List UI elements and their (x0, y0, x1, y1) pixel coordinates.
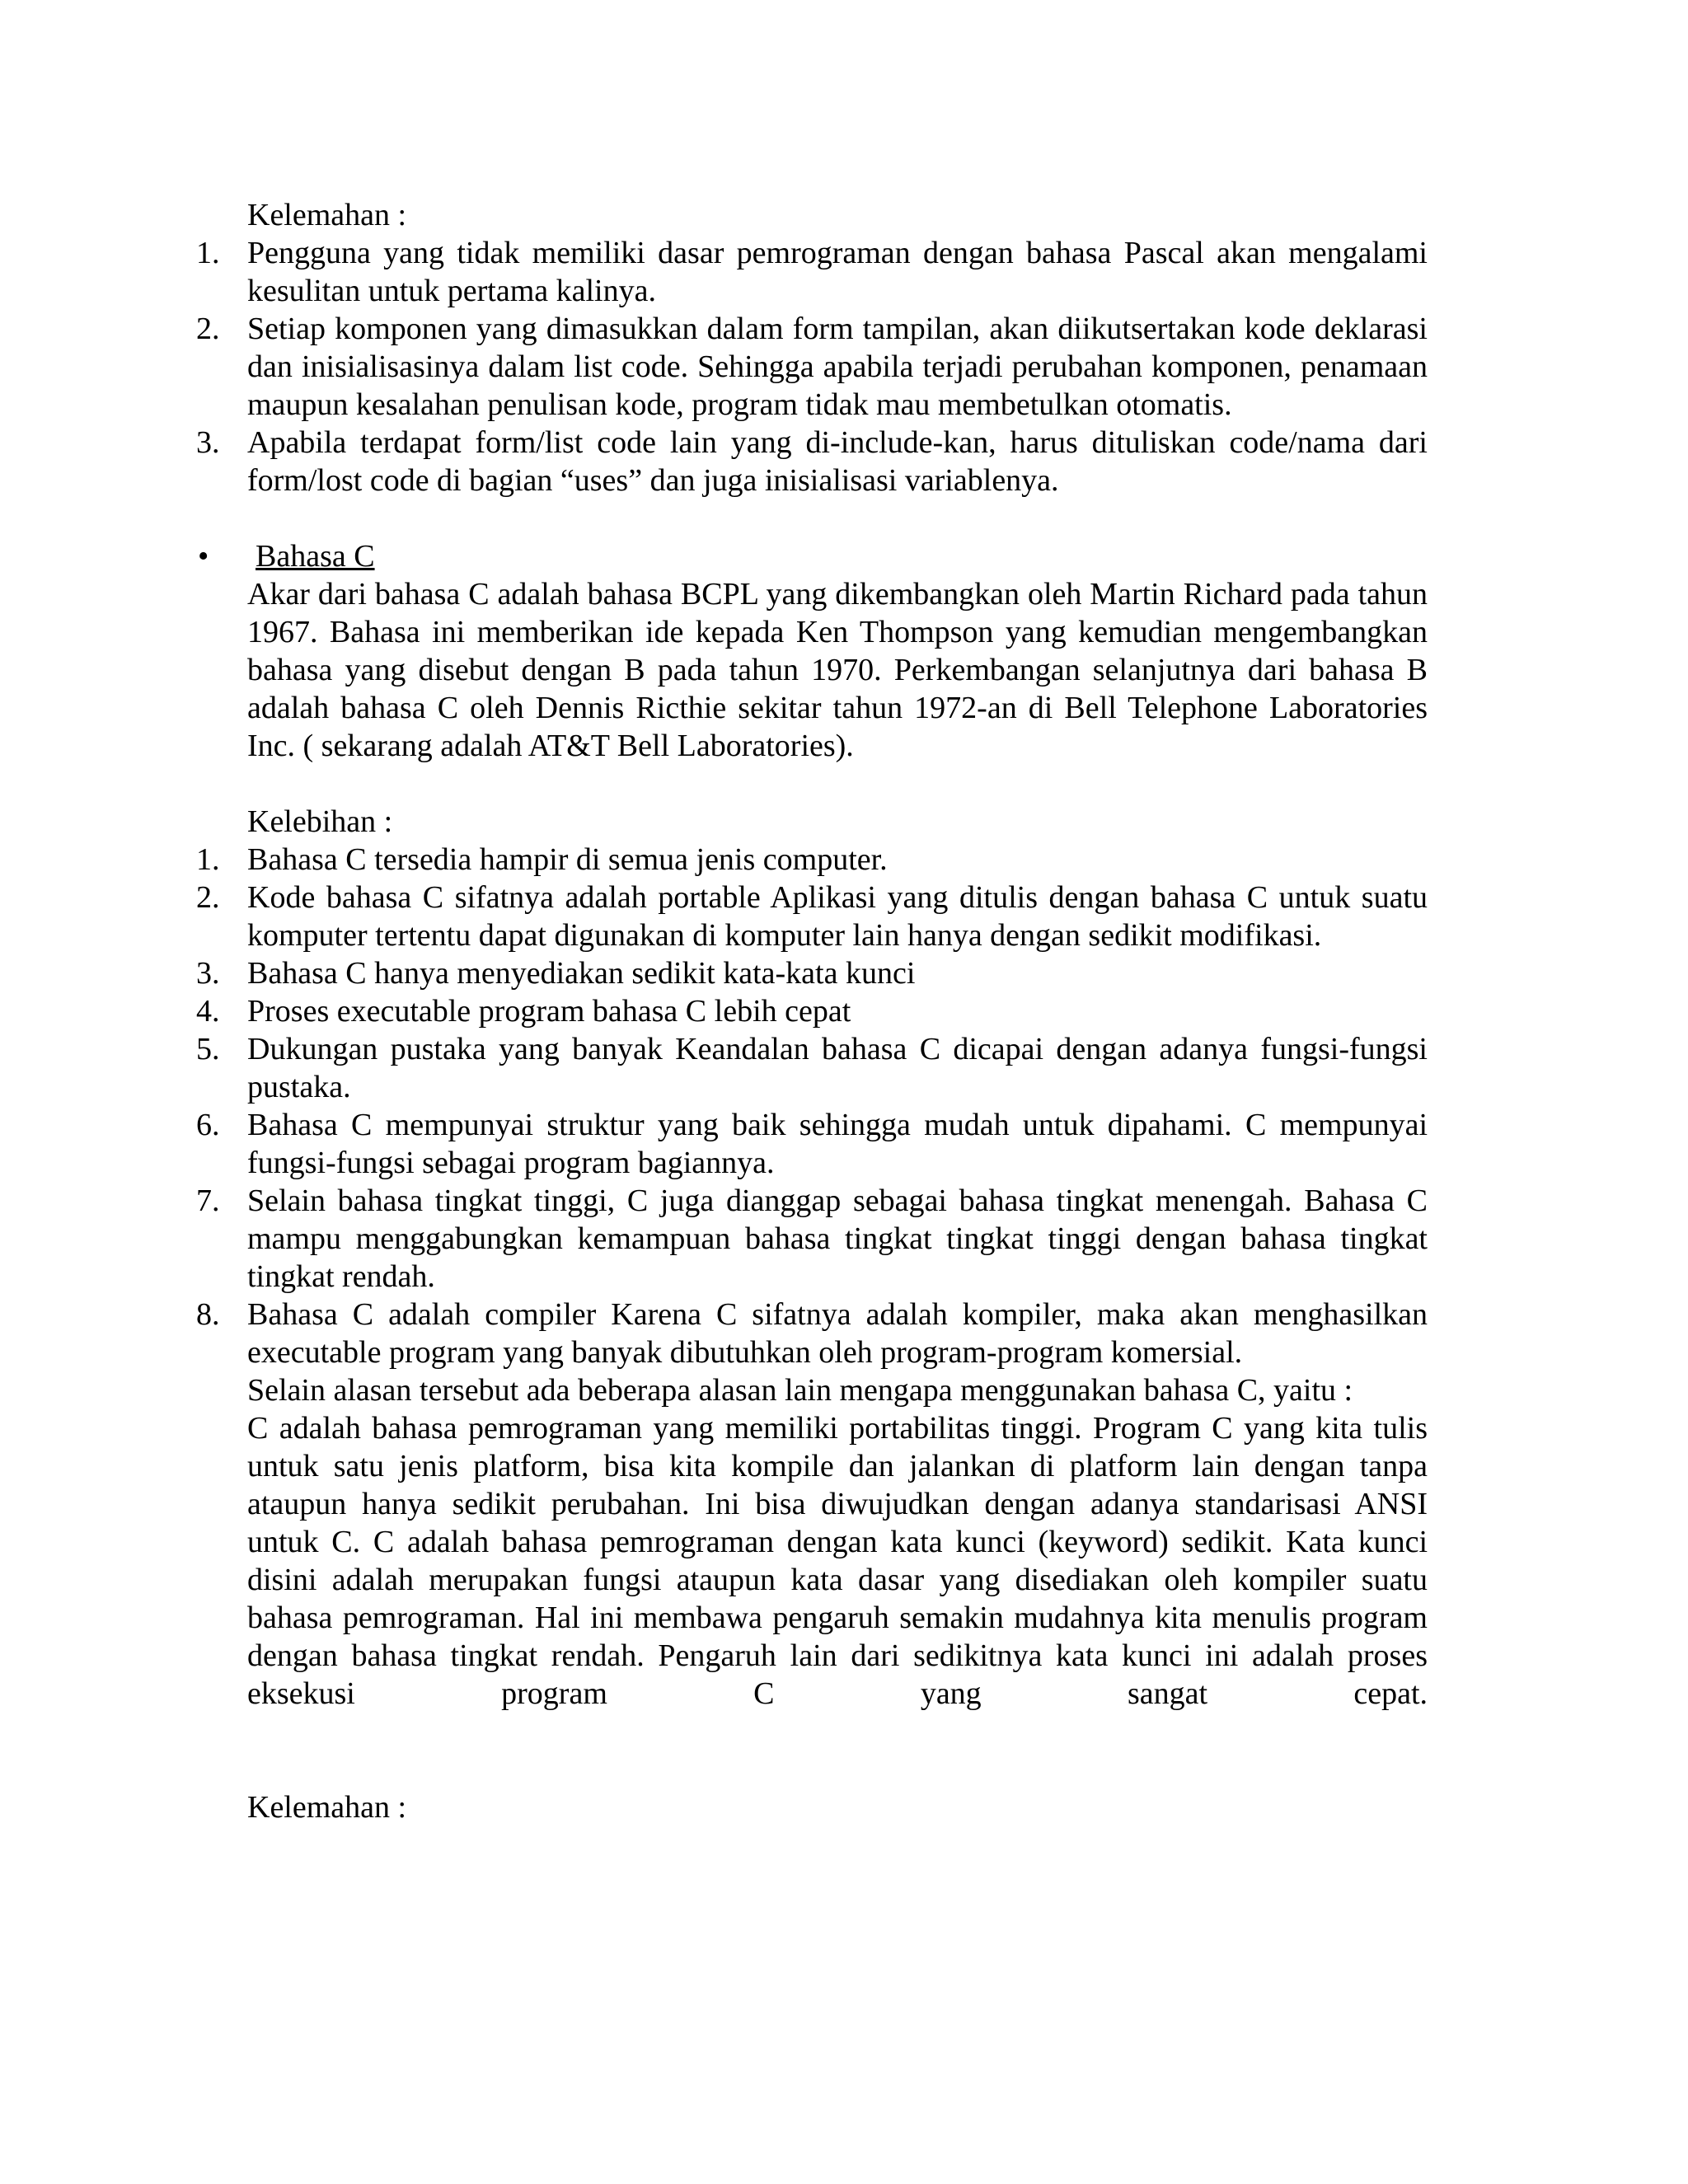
list-text: Pengguna yang tidak memiliki dasar pemrograman dengan bahasa Pascal akan mengalami kesulitan untuk pertama kalinya. (247, 236, 1428, 308)
list-number: 3. (196, 956, 220, 991)
c-strength-heading: Kelebihan : (247, 804, 393, 839)
list-text: Proses executable program bahasa C lebih cepat (247, 994, 851, 1029)
list-text: Bahasa C adalah compiler Karena C sifatnya adalah kompiler, maka akan menghasilkan executable program yang banyak dibutuhkan oleh program-program komersial. (247, 1297, 1428, 1370)
list-item (196, 841, 1428, 879)
list-number: 7. (196, 1183, 220, 1218)
c-strength-list (196, 841, 1428, 1371)
list-item (196, 992, 1428, 1030)
list-number: 6. (196, 1108, 220, 1142)
pascal-weakness-list (196, 234, 1428, 499)
spacer (247, 499, 1428, 537)
list-item (196, 1030, 1428, 1106)
list-text: Setiap komponen yang dimasukkan dalam form tampilan, akan diikutsertakan kode deklarasi dan inisialisasinya dalam list code. Sehingga apabila terjadi perubahan komponen, penamaan maupun kesalahan penulisan kode, program tidak mau membetulkan otomatis. (247, 312, 1428, 422)
list-text: Bahasa C mempunyai struktur yang baik sehingga mudah untuk dipahami. C mempunyai fungsi-fungsi sebagai program bagiannya. (247, 1108, 1428, 1180)
list-number: 5. (196, 1032, 220, 1066)
spacer (247, 765, 1428, 803)
bahasa-c-heading (198, 537, 1428, 575)
list-item (196, 954, 1428, 992)
c-strength-note-body: C adalah bahasa pemrograman yang memiliki portabilitas tinggi. Program C yang kita tulis untuk satu jenis platform, bisa kita kompile dan jalankan di platform lain dengan tanpa ataupun hanya sedikit perubahan. Ini bisa diwujudkan dengan adanya standarisasi ANSI untuk C. C adalah bahasa pemrograman dengan kata kunci (keyword) sedikit. Kata kunci disini adalah merupakan fungsi ataupun kata dasar yang disediakan oleh kompiler suatu bahasa pemrograman. Hal ini membawa pengaruh semakin mudahnya kita menulis program dengan bahasa tingkat rendah. Pengaruh lain dari sedikitnya kata kunci ini adalah proses eksekusi program C yang sangat cepat. (247, 1411, 1428, 1711)
c-strength-note-intro: Selain alasan tersebut ada beberapa alasan lain mengapa menggunakan bahasa C, yaitu : (247, 1373, 1353, 1408)
list-item (196, 1182, 1428, 1296)
list-item (196, 424, 1428, 499)
list-number: 2. (196, 312, 220, 346)
spacer (247, 1713, 1428, 1750)
spacer (247, 1750, 1428, 1788)
list-number: 1. (196, 842, 220, 877)
list-item (196, 879, 1428, 954)
list-item (196, 1296, 1428, 1371)
bullet-icon: • (198, 539, 209, 574)
document-content (196, 196, 1428, 1826)
list-text: Bahasa C tersedia hampir di semua jenis computer. (247, 842, 888, 877)
list-text: Kode bahasa C sifatnya adalah portable Aplikasi yang ditulis dengan bahasa C untuk suatu komputer tertentu dapat digunakan di komputer lain hanya dengan sedikit modifikasi. (247, 880, 1428, 953)
list-number: 1. (196, 236, 220, 270)
bahasa-c-intro: Akar dari bahasa C adalah bahasa BCPL yang dikembangkan oleh Martin Richard pada tahun 1967. Bahasa ini memberikan ide kepada Ken Thompson yang kemudian mengembangkan bahasa yang disebut dengan B pada tahun 1970. Perkembangan selanjutnya dari bahasa B adalah bahasa C oleh Dennis Ricthie sekitar tahun 1972-an di Bell Telephone Laboratories Inc. ( sekarang adalah AT&T Bell Laboratories). (247, 577, 1428, 763)
list-number: 8. (196, 1297, 220, 1332)
list-number: 3. (196, 425, 220, 460)
list-item (196, 234, 1428, 310)
list-text: Dukungan pustaka yang banyak Keandalan bahasa C dicapai dengan adanya fungsi-fungsi pustaka. (247, 1032, 1428, 1104)
list-text: Selain bahasa tingkat tinggi, C juga dianggap sebagai bahasa tingkat menengah. Bahasa C mampu menggabungkan kemampuan bahasa tingkat tingkat tinggi dengan bahasa tingkat tingkat rendah. (247, 1183, 1428, 1294)
section-title: Bahasa C (256, 539, 375, 574)
list-item (196, 310, 1428, 424)
c-weakness-heading: Kelemahan : (247, 1790, 407, 1825)
list-item (196, 1106, 1428, 1182)
list-text: Apabila terdapat form/list code lain yang di-include-kan, harus dituliskan code/nama dari form/lost code di bagian “uses” dan juga inisialisasi variablenya. (247, 425, 1428, 498)
list-text: Bahasa C hanya menyediakan sedikit kata-kata kunci (247, 956, 916, 991)
list-number: 2. (196, 880, 220, 915)
pascal-weakness-heading: Kelemahan : (247, 198, 407, 232)
list-number: 4. (196, 994, 220, 1029)
